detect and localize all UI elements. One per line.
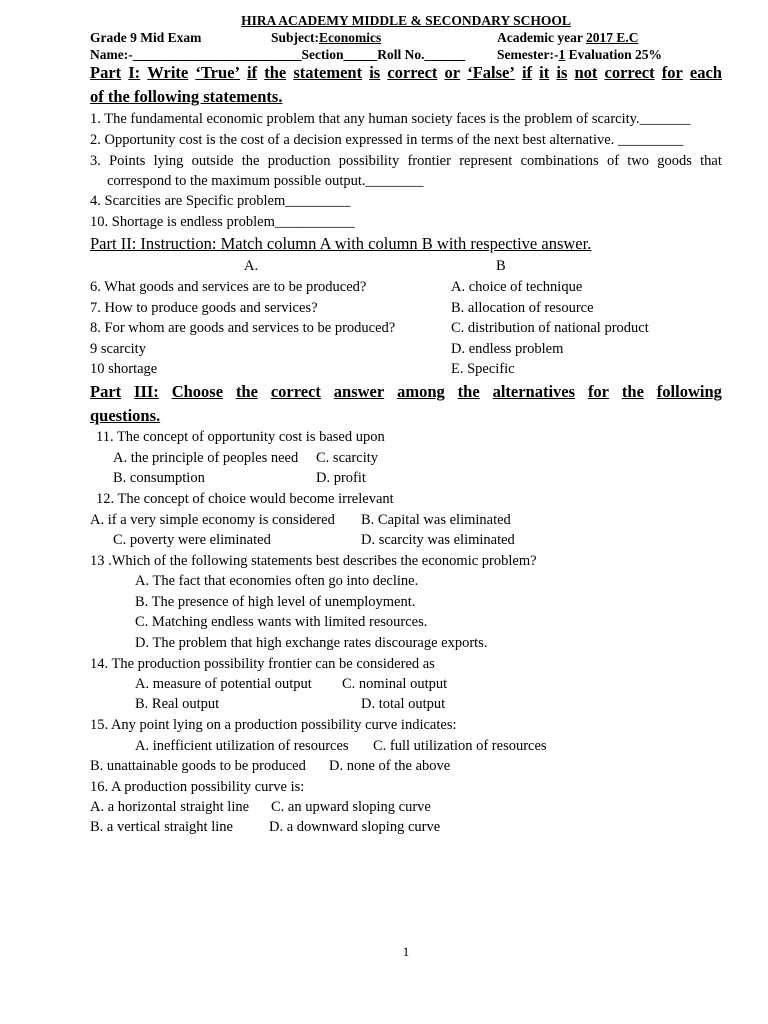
part1-title-word: if (247, 63, 258, 82)
question-4: 4. Scarcities are Specific problem_________ (90, 193, 351, 209)
q3-word: outside (191, 153, 234, 169)
option-14-a: A. measure of potential output (135, 676, 312, 692)
academic-year-value: 2017 E.C (585, 30, 639, 45)
part1-title-word: each (689, 63, 722, 82)
match-item-b: C. distribution of national product (451, 320, 649, 336)
option-16-a: A. a horizontal straight line (90, 799, 250, 815)
option-12-b: B. Capital was eliminated (361, 512, 511, 528)
question-11: 11. The concept of opportunity cost is based upon (96, 429, 385, 445)
option-14-c: C. nominal output (342, 676, 448, 692)
part3-title-line2: questions. (90, 406, 161, 425)
match-item-b: B. allocation of resource (451, 300, 594, 316)
part3-title-word: Choose (171, 382, 224, 401)
option-13-d: D. The problem that high exchange rates discourage exports. (135, 635, 488, 651)
option-12-a: A. if a very simple economy is considered (90, 512, 335, 528)
q3-word: that (700, 153, 722, 169)
part1-title-word: Write (147, 63, 189, 82)
match-item-b: D. endless problem (451, 341, 564, 357)
match-item-b: E. Specific (451, 361, 515, 377)
option-14-d: D. total output (361, 696, 446, 712)
match-item-a: 9 scarcity (90, 341, 146, 357)
part1-title-word: is (369, 63, 381, 82)
q3-word: possibility (338, 153, 400, 169)
option-13-c: C. Matching endless wants with limited resources. (135, 614, 428, 630)
part2-title: Part II: Instruction: Match column A with column B with respective answer. (90, 234, 592, 253)
option-11-d: D. profit (316, 470, 366, 486)
question-3-line1 (90, 152, 722, 170)
q3-word: represent (459, 153, 513, 169)
match-item-a: 6. What goods and services are to be produced? (90, 279, 367, 295)
column-a-heading: A. (244, 258, 259, 274)
semester-label: Semester:- (497, 47, 559, 62)
part1-title-word: the (264, 63, 287, 82)
semester-line (497, 46, 662, 64)
option-15-b: B. unattainable goods to be produced (90, 758, 306, 774)
option-14-b: B. Real output (135, 696, 220, 712)
q3-word: goods (657, 153, 692, 169)
part1-title-line1 (90, 63, 722, 83)
question-12: 12. The concept of choice would become irrelevant (96, 491, 394, 507)
q3-word: frontier (407, 153, 451, 169)
roll-field: Roll No.______ (377, 47, 465, 62)
subject-label: Subject: (271, 30, 319, 45)
part1-title-word: or (444, 63, 461, 82)
academic-year-line (497, 29, 639, 47)
part1-title-line2: of the following statements. (90, 87, 283, 106)
part3-title-word: following (656, 382, 722, 401)
option-15-c: C. full utilization of resources (373, 738, 547, 754)
question-14: 14. The production possibility frontier can be considered as (90, 656, 435, 672)
option-12-d: D. scarcity was eliminated (361, 532, 515, 548)
part1-title-word: if (521, 63, 533, 82)
option-13-a: A. The fact that economies often go into decline. (135, 573, 419, 589)
academic-year-label: Academic year (497, 30, 586, 45)
q3-word: two (627, 153, 650, 169)
question-16: 16. A production possibility curve is: (90, 779, 305, 795)
match-item-b: A. choice of technique (451, 279, 583, 295)
evaluation-text: Evaluation 25% (565, 47, 662, 62)
option-15-a: A. inefficient utilization of resources (135, 738, 349, 754)
question-1: 1. The fundamental economic problem that any human society faces is the problem of scarcity._______ (90, 111, 691, 127)
part3-title-word: among (397, 382, 445, 401)
question-2: 2. Opportunity cost is the cost of a decision expressed in terms of the next best alternative. _________ (90, 132, 684, 148)
part3-title-line1 (90, 382, 722, 402)
question-15: 15. Any point lying on a production possibility curve indicates: (90, 717, 457, 733)
part3-title-word: alternatives (492, 382, 576, 401)
part1-title-word: ‘False’ (467, 63, 515, 82)
option-15-d: D. none of the above (329, 758, 451, 774)
option-11-c: C. scarcity (316, 450, 379, 466)
option-13-b: B. The presence of high level of unemployment. (135, 594, 416, 610)
q3-word: lying (153, 153, 184, 169)
part3-title-word: the (457, 382, 480, 401)
part1-title-word: Part (90, 63, 122, 82)
part1-title-word: ‘True’ (195, 63, 240, 82)
part1-title-word: is (556, 63, 568, 82)
q3-word: of (606, 153, 620, 169)
option-16-d: D. a downward sloping curve (269, 819, 441, 835)
part1-title-word: it (539, 63, 550, 82)
part1-title-word: not (574, 63, 598, 82)
section-field: Section_____ (301, 47, 378, 62)
part1-title-word: correct (387, 63, 438, 82)
q3-word: the (241, 153, 260, 169)
option-11-b: B. consumption (113, 470, 205, 486)
part3-title-word: III: (134, 382, 159, 401)
q3-word: 3. (90, 153, 101, 169)
column-b-heading: B (496, 258, 506, 274)
part1-title-word: for (661, 63, 683, 82)
option-16-c: C. an upward sloping curve (271, 799, 431, 815)
part1-title-word: statement (293, 63, 363, 82)
part1-title-word: I: (128, 63, 141, 82)
part3-title-word: Part (90, 382, 122, 401)
part3-title-word: the (621, 382, 644, 401)
school-name: HIRA ACADEMY MIDDLE & SECONDARY SCHOOL (241, 13, 571, 28)
part3-title-word: for (587, 382, 610, 401)
option-16-b: B. a vertical straight line (90, 819, 233, 835)
match-item-a: 8. For whom are goods and services to be produced? (90, 320, 396, 336)
part3-title-word: answer (333, 382, 385, 401)
subject-line (271, 29, 381, 47)
q3-word: production (267, 153, 331, 169)
question-10: 10. Shortage is endless problem___________ (90, 214, 355, 230)
part3-title-word: correct (270, 382, 321, 401)
student-info-line (90, 46, 465, 64)
question-3-line2: correspond to the maximum possible output.________ (107, 173, 424, 189)
option-12-c: C. poverty were eliminated (113, 532, 271, 548)
match-item-a: 10 shortage (90, 361, 158, 377)
match-item-a: 7. How to produce goods and services? (90, 300, 318, 316)
name-field: Name:-_________________________ (90, 47, 302, 62)
subject-value: Economics (319, 30, 382, 45)
page-number: 1 (402, 944, 410, 959)
part3-title-word: the (235, 382, 258, 401)
exam-grade: Grade 9 Mid Exam (90, 30, 202, 45)
question-13: 13 .Which of the following statements best describes the economic problem? (90, 553, 537, 569)
semester-value: 1 (558, 47, 566, 62)
option-11-a: A. the principle of peoples need (113, 450, 299, 466)
part1-title-word: correct (604, 63, 655, 82)
q3-word: Points (109, 153, 146, 169)
q3-word: combinations (520, 153, 599, 169)
